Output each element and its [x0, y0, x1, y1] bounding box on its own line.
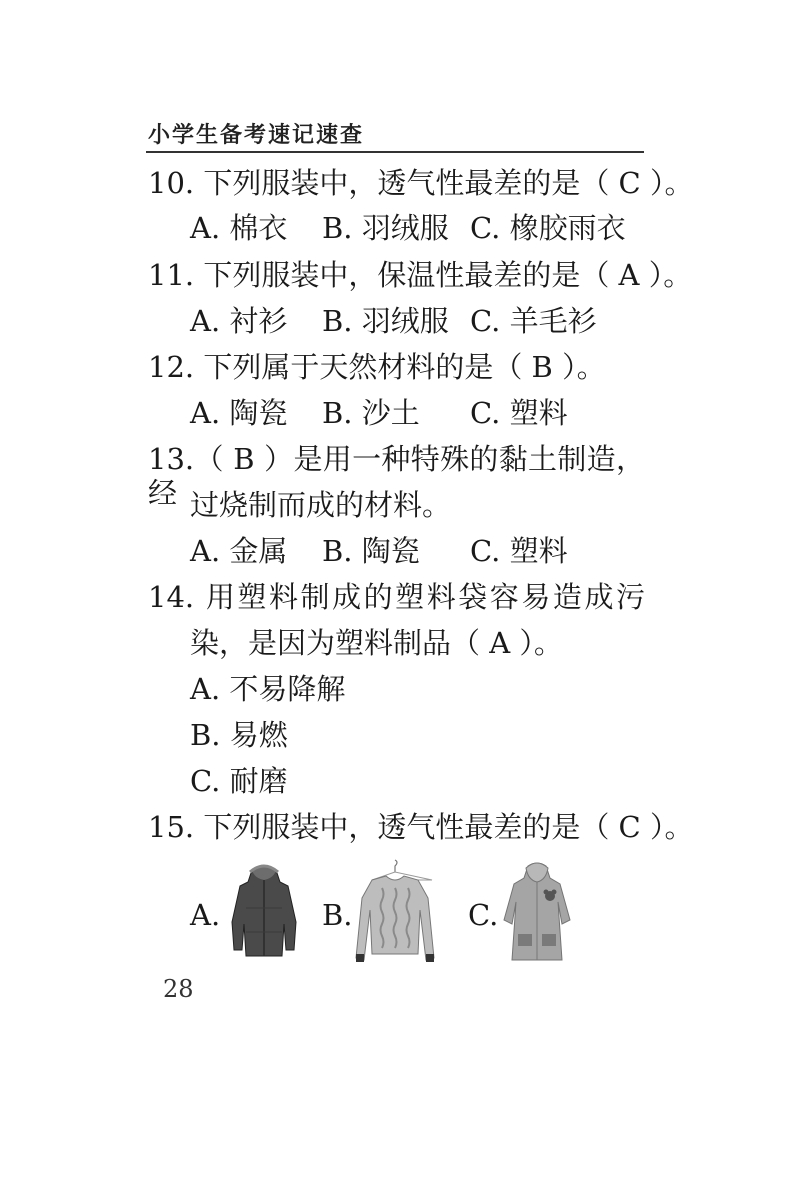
- raincoat-image: [500, 862, 574, 964]
- question-15-stem: 15. 下列服装中，透气性最差的是（ C ）。: [148, 810, 694, 844]
- q13-option-a: A. 金属: [190, 534, 288, 568]
- q10-option-c: C. 橡胶雨衣: [470, 211, 626, 245]
- q14-option-c: C. 耐磨: [190, 764, 288, 798]
- q15-image-label-a: A.: [190, 898, 221, 932]
- question-13-stem-line-1: 13.（ B ）是用一种特殊的黏土制造，经: [148, 442, 645, 510]
- question-12-stem: 12. 下列属于天然材料的是（ B ）。: [148, 350, 606, 384]
- question-10-options: [190, 211, 626, 245]
- q14-option-a: A. 不易降解: [190, 672, 346, 706]
- page-number: 28: [163, 975, 194, 1003]
- q11-option-a: A. 衬衫: [190, 304, 288, 338]
- q12-option-c: C. 塑料: [470, 396, 568, 430]
- question-14-stem-line-1: 14. 用塑料制成的塑料袋容易造成污: [148, 580, 645, 614]
- padded-jacket-image: [224, 862, 304, 960]
- wool-sweater-image: [352, 858, 438, 966]
- question-10-stem: 10. 下列服装中，透气性最差的是（ C ）。: [148, 166, 694, 200]
- q12-option-a: A. 陶瓷: [190, 396, 288, 430]
- q11-option-c: C. 羊毛衫: [470, 304, 597, 338]
- q15-image-label-b: B.: [322, 898, 353, 932]
- q10-option-b: B. 羽绒服: [322, 211, 449, 245]
- question-14-stem-line-2: 染，是因为塑料制品（ A ）。: [190, 626, 563, 660]
- q15-image-label-c: C.: [468, 898, 499, 932]
- q10-option-a: A. 棉衣: [190, 211, 288, 245]
- q13-option-b: B. 陶瓷: [322, 534, 420, 568]
- question-12-options: [190, 396, 568, 430]
- question-11-stem: 11. 下列服装中，保温性最差的是（ A ）。: [148, 258, 693, 292]
- q13-option-c: C. 塑料: [470, 534, 568, 568]
- question-13-options: [190, 534, 568, 568]
- question-13-stem-line-2: 过烧制而成的材料。: [190, 488, 452, 522]
- book-header-title: 小学生备考速记速查: [148, 123, 365, 148]
- q12-option-b: B. 沙土: [322, 396, 420, 430]
- q14-option-b: B. 易燃: [190, 718, 288, 752]
- question-11-options: [190, 304, 597, 338]
- q11-option-b: B. 羽绒服: [322, 304, 449, 338]
- header-divider: [146, 151, 644, 153]
